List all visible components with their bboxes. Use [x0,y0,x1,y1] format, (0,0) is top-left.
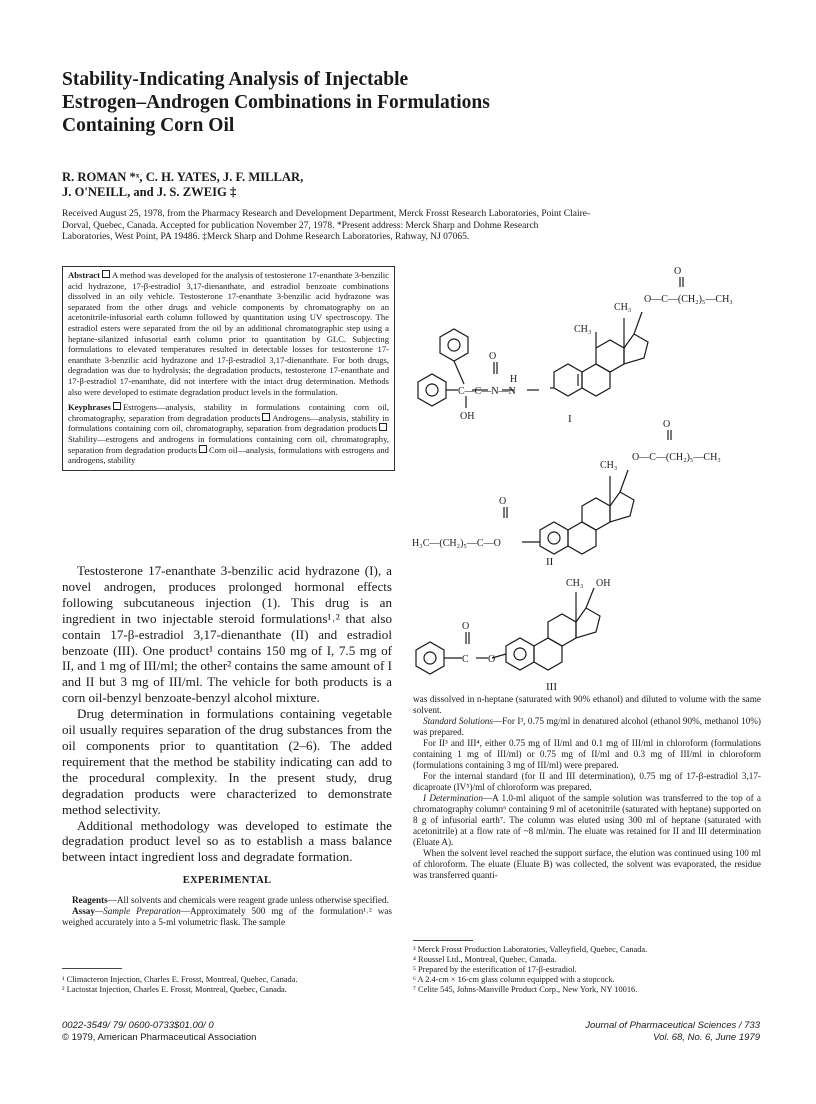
abstract-section [62,266,395,471]
footnote-rule [413,940,473,941]
experimental-text [62,895,392,928]
introduction [62,563,392,865]
benzoate-c: C [462,654,469,665]
square-bullet-icon [199,445,207,453]
received-line: Received August 25, 1978, from the Pharmacy Research and Development Department, Merck Frosst Research Laboratories, Point Claire- [62,209,591,219]
footnote: ⁴ Roussel Ltd., Montreal, Quebec, Canada. [413,955,557,964]
assay-text: —Approximately 500 mg of the formulation¹˒² was weighed accurately into a 5-ml volumetric flask. The sample [62,906,392,927]
footer-left [62,1020,256,1043]
keyphrases-label: Keyphrases [68,402,111,413]
abstract-box [62,266,395,471]
body-paragraph: For II³ and III⁴, either 0.75 mg of II/ml and 0.1 mg of III/ml in chloroform (formulations containing 1 mg of III/ml) or 0.75 mg of II/ml and 0.3 mg of III/ml in chloroform (formulations containing 3 mg of III/ml) were prepared. [413,738,761,770]
copyright-line: © 1979, American Pharmaceutical Association [62,1031,257,1043]
square-bullet-icon [113,402,121,410]
abstract-paragraph [68,270,389,397]
reagents-text: —All solvents and chemicals were reagent grade unless otherwise specified. [107,895,389,905]
chemical-structures [410,262,770,692]
journal-line: Journal of Pharmaceutical Sciences / 733 [585,1020,760,1031]
carbonyl-o: O [462,621,470,632]
intro-paragraph: Additional methodology was developed to estimate the degradation product level so as to establish a mass balance between intact ingredient loss and degradate formation. [62,817,392,865]
square-bullet-icon [102,270,110,278]
carbonyl-o: O [499,496,507,507]
methyl-label: CH₃ [614,302,632,313]
footnotes-left [62,968,392,995]
hydroxyl-label: OH [596,578,611,589]
assay-label: Assay [72,906,95,916]
body-paragraph: was dissolved in n-heptane (saturated with 90% ethanol) and diluted to volume with the same solvent. [413,694,761,715]
structure-label-III: III [546,681,557,692]
paragraph-text: —For I³, 0.75 mg/ml in denatured alcohol (ethanol 90%, methanol 10%) was prepared. [413,716,761,737]
author-list [62,170,303,200]
footnote: ¹ Climacteron Injection, Charles E. Frosst, Montreal, Quebec, Canada. [62,975,298,984]
hydroxyl-label: OH [460,411,475,422]
hydrazone-chain: C—C—N—N [458,386,516,397]
structure-label-II: II [546,556,554,568]
footer-right [585,1020,760,1043]
title-line: Stability-Indicating Analysis of Injectable [62,69,409,90]
assay-paragraph [62,906,392,928]
square-bullet-icon [379,423,387,431]
keyphrase: Corn oil—analysis, formulations with estrogens and androgens, stability [68,444,389,466]
keyphrases-paragraph [68,402,389,466]
subsection-label: I Determination [423,793,483,803]
body-paragraph: For the internal standard (for II and III determination), 0.75 mg of 17-β-estradiol 3,17-dicaproate (IV⁵)/ml of chloroform was prepared. [413,771,761,792]
methyl-label: CH₃ [574,324,592,335]
footnote-rule [62,968,122,969]
received-info [62,209,762,244]
received-line: Laboratories, West Point, PA 19486. ‡Merck Sharp and Dohme Research Laboratories, Rahway, NJ 07065. [62,232,470,243]
intro-paragraph: Drug determination in formulations containing vegetable oil usually requires separation of the drug substances from the oil components prior to quantitation (2–6). The added requirement that the method be stability indicating can add to the procedural complexity. In the present study, drug degradation products were characterized to demonstrate method selectivity. [62,706,392,817]
footnote: ⁵ Prepared by the esterification of 17-β-estradiol. [413,965,577,974]
heptanoate-chain: H₃C—(CH₂)₅—C—O [412,538,501,549]
ester-o: O [488,654,496,665]
benzene-ring-I-left [418,374,446,406]
footnotes-right [413,940,761,995]
methyl-label: CH₃ [566,578,584,589]
carbonyl-o: O [489,351,497,362]
ester-chain-II: O—C—(CH₂)₅—CH₃ [632,452,721,463]
body-paragraph [413,716,761,738]
structure-label-I: I [568,413,572,425]
volume-line: Vol. 68, No. 6, June 1979 [653,1031,760,1043]
methyl-label: CH₃ [600,460,618,471]
assay-sub: —Sample Preparation [94,906,181,916]
footnote: ² Lactostat Injection, Charles E. Frosst, Montreal, Quebec, Canada. [62,985,287,994]
author-line: J. O'NEILL, and J. S. ZWEIG ‡ [62,185,237,199]
intro-paragraph: Testosterone 17-enanthate 3-benzilic acid hydrazone (I), a novel androgen, produces prolonged hormonal effects following subcutaneous injection (1). This drug is an ingredient in two injectable steroid formulations¹˒² that also contain 17-β-estradiol 3,17-dienanthate (II) and estradiol benzoate (III). One product¹ contains 150 mg of I, 7.5 mg of II, and 1 mg of III/ml; the other² contains the same amount of I and II but 3 mg of III/ml. The vehicle for both products is a corn oil-benzyl benzoate-benzyl alcohol mixture. [62,563,392,706]
abstract-label: Abstract [68,270,100,280]
carbonyl-o: O [674,266,682,277]
keyphrase: Estrogens—analysis, stability in formulations containing corn oil, chromatography, separation from degradation products [68,402,389,423]
received-line: Dorval, Quebec, Canada. Accepted for publication November 27, 1978. *Present address: Merck Sharp and Dohme Research [62,220,539,231]
structure-diagram [410,262,770,692]
carbonyl-o: O [663,419,671,430]
title-line: Containing Corn Oil [62,115,235,136]
paragraph-text: —A 1.0-ml aliquot of the sample solution was transferred to the top of a chromatography column⁶ containing 9 ml of acetonitrile (saturated with heptane) supported on 8 g of infusorial earth⁷. The column was eluted using 300 ml of heptane (saturated with acetonitrile) at a flow rate of ~8 ml/min. The eluate was retained for II and III determination (Eluate A). [413,793,761,847]
body-paragraph: When the solvent level reached the support surface, the elution was continued using 100 ml of chloroform. The eluate (Eluate B) was collected, the solvent was evaporated, the residue was transferred quanti- [413,848,761,880]
ester-chain-I: O—C—(CH₂)₅—CH₃ [644,294,733,305]
section-heading: EXPERIMENTAL [182,875,272,886]
body-paragraph [413,793,761,848]
footnote: ³ Merck Frosst Production Laboratories, Valleyfield, Quebec, Canada. [413,945,648,954]
title-line: Estrogen–Androgen Combinations in Formulations [62,92,490,113]
paper-title [62,68,622,137]
issn-line: 0022-3549/ 79/ 0600-0733$01.00/ 0 [62,1020,214,1031]
abstract-text: A method was developed for the analysis of testosterone 17-enanthate 3-benzilic acid hydrazone, 17-β-estradiol 3,17-dienanthate, and estradiol benzoate combinations dissolved in an oily vehicle. Testosterone 17-enanthate 3-benzilic acid hydrazone was separated from the other drugs and vehicle components by chromatography on an acetonitrile-infusorial earth column followed by quantitation using UV spectroscopy. The estradiol esters were separated from the oil by an additional chromatographic step using a heptane-silanized infusorial earth column prior to quantitation by GLC. Subjecting formulations to elevated temperatures resulted in detectable losses for testosterone 17-enanthate 3-benzilic acid hydrazone and 17-β-estradiol 3,17-dienanthate. For both drugs, degradation was due to hydrolysis; the degradation products, testosterone 17-enanthate and 17-β-estradiol 17-enanthate, did not interfere with the intact drug determination. Methods also were developed to estimate degradation product levels in the formulation. [68,270,389,397]
reagents-paragraph [62,895,392,906]
keyphrase: Stability—estrogens and androgens in formulations containing corn oil, chromatography, separation from degradation products [68,433,389,455]
right-column-text [413,694,761,881]
footnote: ⁶ A 2.4-cm × 16-cm glass column equipped with a stopcock. [413,975,615,984]
nh-h: H [510,374,518,385]
keyphrase: Androgens—analysis, stability in formulations containing corn oil, chromatography, separation from degradation products [68,412,390,434]
reagents-label: Reagents [72,895,108,905]
subsection-label: Standard Solutions [423,716,493,726]
square-bullet-icon [262,413,270,421]
author-line: R. ROMAN *ˣ, C. H. YATES, J. F. MILLAR, [62,170,304,184]
footnote: ⁷ Celite 545, Johns-Manville Product Corp., New York, NY 10016. [413,985,638,994]
benzene-ring-I-top [440,329,468,361]
